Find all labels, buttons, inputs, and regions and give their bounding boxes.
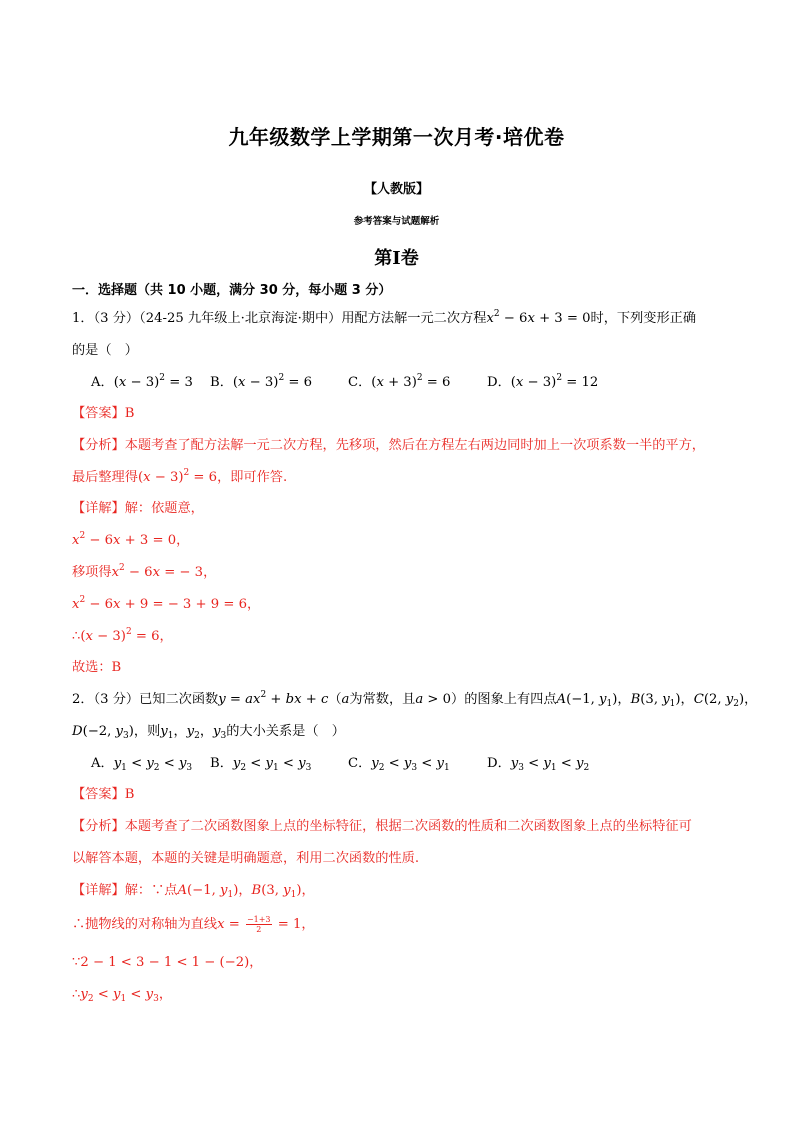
q1-score: （3 分） [93, 311, 140, 326]
q2-stem-line-1: 2．（3 分）已知二次函数$y = ax^2$ + bx + c（a为常数，且a > 0）的图象上有四点A(−1, $y_1$)，B(3, $y_1$)，C(2, $y_2$)， [72, 690, 758, 709]
q1-detail-intro: 【详解】解：依题意， [72, 501, 204, 516]
q1-analysis-line-2: 最后整理得$(x - 3)^2 = 6$，即可作答. [72, 468, 288, 485]
q1-source: （24-25 九年级上·北京海淀·期中） [139, 311, 342, 326]
q1-equation: $x^2 - 6x + 3 = 0$ [486, 309, 591, 326]
q1-step-1: $x^2 - 6x + 3 = 0$， [72, 531, 190, 548]
q2-option-c: C．$y_2 < y_3 < y_1$ [348, 756, 450, 773]
q1-answer: 【答案】B [72, 406, 135, 421]
q1-conclusion: 故选：B [72, 660, 122, 675]
q1-option-a: A．$(x - 3)^2 = 3$ [91, 373, 193, 390]
q1-number: 1． [72, 311, 94, 326]
q1-option-b: B．$(x - 3)^2 = 6$ [210, 373, 313, 390]
q2-option-b: B．$y_2 < y_1 < y_3$ [210, 756, 312, 773]
q2-step-conclusion: $\therefore y_2 < y_1 < y_3$， [72, 987, 173, 1004]
q1-stem-line-1 [72, 307, 696, 326]
document-subtitle: 参考答案与试题解析 [353, 216, 440, 227]
section-heading: 一．选择题（共 10 小题，满分 30 分，每小题 3 分） [72, 283, 392, 298]
q1-option-c: C．$(x + 3)^2 = 6$ [348, 373, 451, 390]
q2-option-a: A．$y_1 < y_2 < y_3$ [91, 756, 193, 773]
q2-number: 2． [72, 692, 94, 707]
document-title: 九年级数学上学期第一次月考·培优卷 [228, 125, 565, 149]
q2-detail-intro: 【详解】解：∵点A(−1, $y_1$)，B(3, $y_1$)， [72, 883, 315, 900]
q2-step-axis: ∴抛物线的对称轴为直线x = $\frac{-1+3}{2}$ = 1， [72, 915, 315, 934]
edition-label: 【人教版】 [363, 182, 429, 197]
q2-answer: 【答案】B [72, 787, 135, 802]
q1-step-4: ∴(x − 3)$^2$ = 6， [72, 627, 173, 644]
q1-step-2: 移项得$x^2 - 6x$ = − 3， [72, 563, 217, 580]
q2-analysis-line-2: 以解答本题，本题的关键是明确题意，利用二次函数的性质. [72, 851, 420, 866]
q2-axis-fraction: $\frac{-1+3}{2}$ [246, 915, 271, 934]
q1-stem-line-2: 的是（ ） [72, 343, 138, 358]
q1-option-d: D．$(x - 3)^2 = 12$ [487, 373, 599, 390]
q2-step-compare: ∵2 − 1 < 3 − 1 < 1 − (−2)， [72, 955, 263, 970]
q1-stem-a: 用配方法解一元二次方程 [341, 311, 487, 326]
q1-analysis-line-1: 【分析】本题考查了配方法解一元二次方程，先移项，然后在方程左右两边同时加上一次项系数一半的平方， [72, 438, 705, 453]
q1-step-3: $x^2 - 6x + 9$ = − 3 + 9 = 6， [72, 595, 261, 612]
q2-analysis-line-1: 【分析】本题考查了二次函数图象上点的坐标特征，根据二次函数的性质和二次函数图象上点的坐标特征可 [72, 819, 692, 834]
q2-score: （3 分） [93, 692, 140, 707]
q2-option-d: D．$y_3 < y_1 < y_2$ [487, 756, 590, 773]
q1-stem-b: 时，下列变形正确 [590, 311, 697, 326]
q2-stem-line-2: D(−2, $y_3$)，则$y_1$，$y_2$，$y_3$的大小关系是（ ） [72, 724, 345, 741]
volume-heading: 第I卷 [374, 248, 419, 269]
